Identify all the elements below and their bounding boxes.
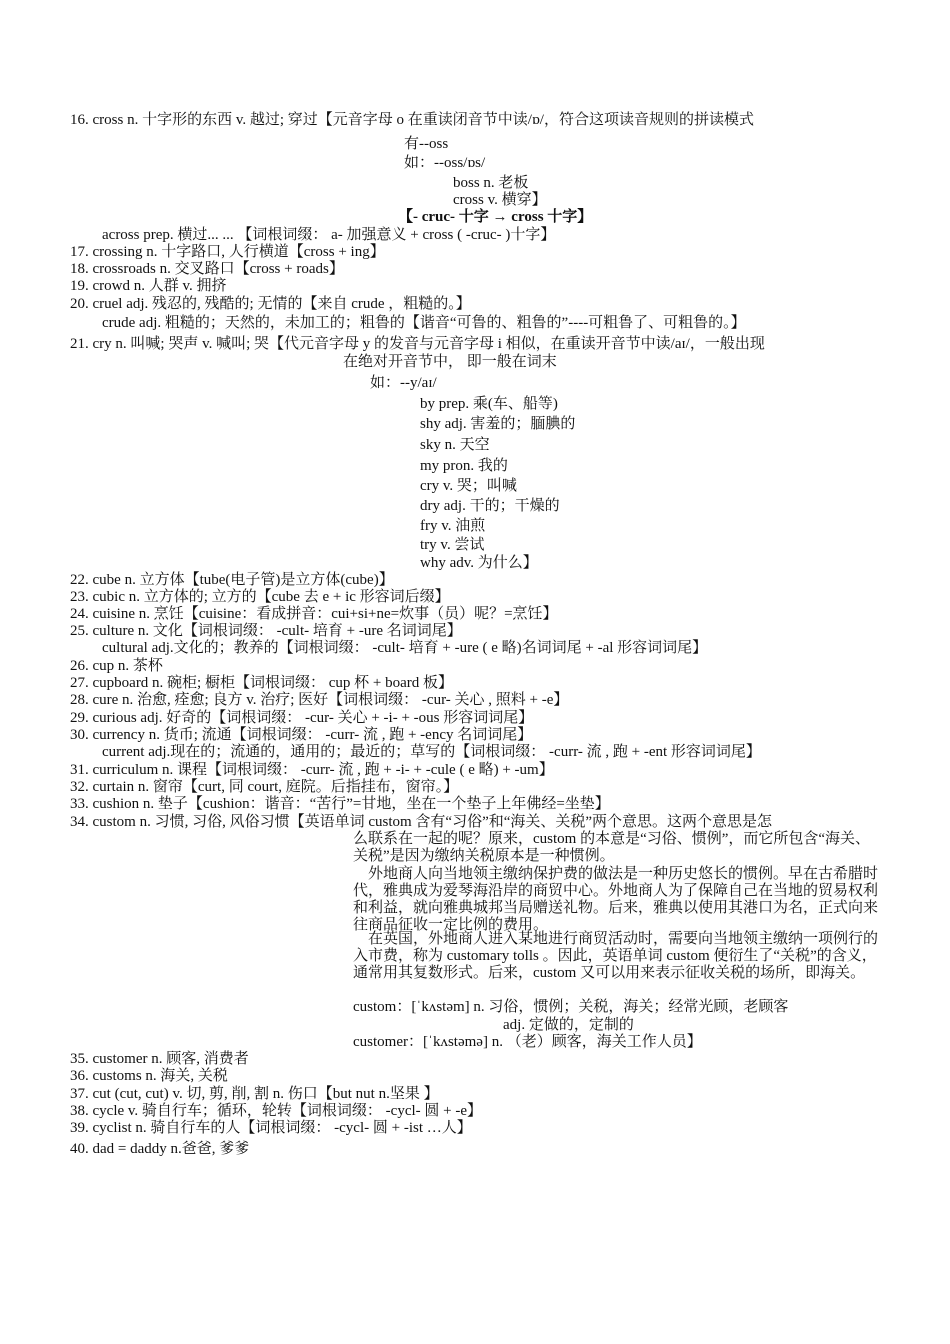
entry-16-pattern: 有--oss <box>404 136 449 152</box>
entry-37-cut: 37. cut (cut, cut) v. 切, 剪, 削, 割 n. 伤口【but nut n.坚果 】 <box>70 1086 439 1102</box>
entry-28-cure: 28. cure n. 治愈, 痊愈; 良方 v. 治疗; 医好【词根词缀： -cur- 关心 , 照料 + -e】 <box>70 692 569 708</box>
entry-34-custom-definition: custom：[ˈkʌstəm] n. 习俗，惯例；关税，海关；经常光顾，老顾客 <box>353 999 789 1015</box>
entry-21-pattern: 在绝对开音节中， 即一般在词末 <box>343 354 557 370</box>
entry-29-curious: 29. curious adj. 好奇的【词根词缀： -cur- 关心 + -i- + -ous 形容词词尾】 <box>70 710 534 726</box>
entry-17-crossing: 17. crossing n. 十字路口, 人行横道【cross + ing】 <box>70 244 385 260</box>
entry-39-cyclist: 39. cyclist n. 骑自行车的人【词根词缀： -cycl- 圆 + -ist …人】 <box>70 1120 472 1136</box>
entry-26-cup: 26. cup n. 茶杯 <box>70 658 163 674</box>
entry-25-culture: 25. culture n. 文化【词根词缀： -cult- 培育 + -ure 名词词尾】 <box>70 623 462 639</box>
entry-23-cubic: 23. cubic n. 立方体的; 立方的【cube 去 e + ic 形容词后缀】 <box>70 589 450 605</box>
entry-22-cube: 22. cube n. 立方体【tube(电子管)是立方体(cube)】 <box>70 572 394 588</box>
entry-35-customer: 35. customer n. 顾客, 消费者 <box>70 1051 249 1067</box>
entry-16-example-boss: boss n. 老板 <box>453 175 529 191</box>
entry-34-explanation-1: 么联系在一起的呢？原来，custom 的本意是“习俗、惯例”，而它所包含“海关、关税”是因为缴纳关税原本是一种惯例。 <box>353 831 871 864</box>
entry-21-example-dry: dry adj. 干的；干燥的 <box>420 498 560 514</box>
entry-16-root: 【- cruc- 十字 → cross 十字】 <box>398 209 593 225</box>
entry-21-example-shy: shy adj. 害羞的；腼腆的 <box>420 416 576 432</box>
entry-30-currency: 30. currency n. 货币; 流通【词根词缀： -curr- 流 , 跑 + -ency 名词词尾】 <box>70 727 533 743</box>
entry-30-current: current adj.现在的；流通的，通用的；最近的；草写的【词根词缀： -curr- 流 , 跑 + -ent 形容词词尾】 <box>102 744 761 760</box>
entry-21-example-cry: cry v. 哭；叫喊 <box>420 478 517 494</box>
entry-18-crossroads: 18. crossroads n. 交叉路口【cross + roads】 <box>70 261 344 277</box>
entry-21-example-fry: fry v. 油煎 <box>420 518 486 534</box>
entry-32-curtain: 32. curtain n. 窗帘【curt, 同 court, 庭院。后指挂布，窗帘。】 <box>70 779 459 795</box>
entry-21-example-sky: sky n. 天空 <box>420 437 490 453</box>
entry-27-cupboard: 27. cupboard n. 碗柜; 橱柜【词根词缀： cup 杯 + board 板】 <box>70 675 453 691</box>
entry-21-example-why: why adv. 为什么】 <box>420 555 538 571</box>
entry-21-example-label: 如：--y/aɪ/ <box>370 375 437 391</box>
entry-20-cruel: 20. cruel adj. 残忍的, 残酷的; 无情的【来自 crude ，粗糙的。】 <box>70 296 471 312</box>
entry-34-custom: 34. custom n. 习惯, 习俗, 风俗习惯【英语单词 custom 含有“习俗”和“海关、关税”两个意思。这两个意思是怎 <box>70 814 773 830</box>
entry-20-crude: crude adj. 粗糙的；天然的，未加工的；粗鲁的【谐音“可鲁的、粗鲁的”----可粗鲁了、可粗鲁的。】 <box>102 315 746 331</box>
entry-25-cultural: cultural adj.文化的；教养的【词根词缀： -cult- 培育 + -ure ( e 略)名词词尾 + -al 形容词词尾】 <box>102 640 708 656</box>
entry-16-example-cross: cross v. 横穿】 <box>453 192 547 208</box>
entry-21-cry: 21. cry n. 叫喊; 哭声 v. 喊叫; 哭【代元音字母 y 的发音与元音字母 i 相似，在重读开音节中读/aɪ/，一般出现 <box>70 336 765 352</box>
entry-40-dad: 40. dad = daddy n.爸爸, 爹爹 <box>70 1141 250 1157</box>
entry-34-explanation-3: 在英国，外地商人进入某地进行商贸活动时，需要向当地领主缴纳一项例行的入市费，称为 customary tolls 。因此，英语单词 custom 便衍生了“关税”的含义，通常用其复数形式。后来，custom 又可以用来表示征收关税的场所，即海关。 <box>353 931 879 981</box>
entry-16-example-label: 如：--oss/ɒs/ <box>404 155 486 171</box>
entry-21-example-my: my pron. 我的 <box>420 458 508 474</box>
entry-31-curriculum: 31. curriculum n. 课程【词根词缀： -curr- 流 , 跑 + -i- + -cule ( e 略) + -um】 <box>70 762 554 778</box>
entry-16-across: across prep. 横过... ... 【词根词缀： a- 加强意义 + cross ( -cruc- )十字】 <box>102 227 556 243</box>
entry-38-cycle: 38. cycle v. 骑自行车；循环，轮转【词根词缀： -cycl- 圆 + -e】 <box>70 1103 483 1119</box>
entry-21-example-try: try v. 尝试 <box>420 537 485 553</box>
entry-19-crowd: 19. crowd n. 人群 v. 拥挤 <box>70 278 227 294</box>
entry-34-customer-definition: customer：[ˈkʌstəmə] n. （老）顾客，海关工作人员】 <box>353 1034 702 1050</box>
entry-24-cuisine: 24. cuisine n. 烹饪【cuisine：看成拼音：cui+si+ne=炊事（员）呢？=烹饪】 <box>70 606 558 622</box>
entry-34-explanation-2: 外地商人向当地领主缴纳保护费的做法是一种历史悠长的惯例。早在古希腊时代，雅典成为爱琴海沿岸的商贸中心。外地商人为了保障自己在当地的贸易权利和利益，就向雅典城邦当局赠送礼物。后来，雅典以使用其港口为名，正式向来往商品征收一定比例的费用。 <box>353 866 879 933</box>
entry-21-example-by: by prep. 乘(车、船等) <box>420 396 558 412</box>
entry-33-cushion: 33. cushion n. 垫子【cushion：谐音：“苦行”=甘地，坐在一个垫子上年佛经=坐垫】 <box>70 796 610 812</box>
entry-36-customs: 36. customs n. 海关, 关税 <box>70 1068 228 1084</box>
entry-16-cross: 16. cross n. 十字形的东西 v. 越过; 穿过【元音字母 o 在重读闭音节中读/ɒ/，符合这项读音规则的拼读模式 <box>70 112 754 128</box>
entry-34-custom-adj: adj. 定做的，定制的 <box>503 1017 634 1033</box>
